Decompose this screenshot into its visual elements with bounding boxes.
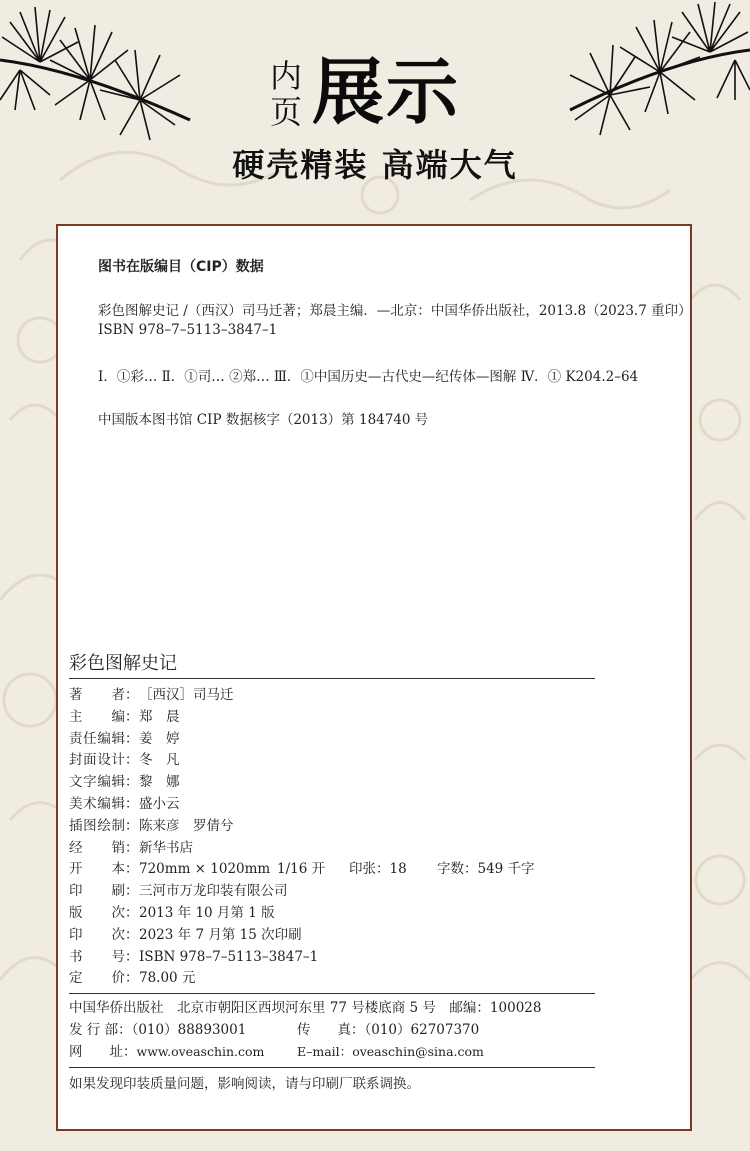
fax-value: （010）62707370 bbox=[364, 1021, 480, 1038]
cip-line-3: Ⅰ．①彩… Ⅱ．①司… ②郑… Ⅲ．①中国历史—古代史—纪传体—图解 Ⅳ．① K204.2–64 bbox=[98, 369, 639, 385]
info-label: 开 本 bbox=[69, 861, 125, 878]
publisher-web-row bbox=[69, 1041, 629, 1063]
subtitle: 硬壳精装 高端大气 bbox=[232, 146, 518, 184]
info-extra: 字数：549 千字 bbox=[437, 861, 535, 878]
info-row bbox=[69, 881, 629, 903]
info-extra: 1/16 开 bbox=[277, 861, 326, 878]
info-row bbox=[69, 859, 629, 881]
info-label: 主 编 bbox=[69, 708, 125, 725]
info-value: 新华书店 bbox=[139, 839, 193, 856]
info-label: 著 者 bbox=[69, 687, 125, 703]
info-value: 720mm × 1020mm bbox=[139, 861, 271, 878]
small-title-char-1: 内 bbox=[269, 57, 302, 95]
info-value: 陈来彦 罗倩兮 bbox=[139, 817, 234, 834]
info-label: 经 销 bbox=[69, 839, 125, 856]
book-title: 彩色图解史记 bbox=[69, 653, 177, 674]
info-row bbox=[69, 729, 629, 751]
cip-line-2: ISBN 978–7–5113–3847–1 bbox=[98, 322, 278, 338]
phone-value: （010）88893001 bbox=[131, 1021, 247, 1038]
phone-label: 发 行 部： bbox=[69, 1021, 132, 1038]
info-value: 郑 晨 bbox=[139, 708, 180, 725]
info-label: 插图绘制 bbox=[69, 817, 125, 834]
info-label: 印 次 bbox=[69, 926, 125, 943]
quality-note: 如果发现印装质量问题，影响阅读，请与印刷厂联系调换。 bbox=[69, 1076, 420, 1092]
info-value: 2013 年 10 月第 1 版 bbox=[139, 904, 275, 921]
copyright-page-panel bbox=[56, 224, 692, 1131]
info-row bbox=[69, 685, 629, 707]
info-colon: ： bbox=[125, 904, 139, 921]
info-row bbox=[69, 838, 629, 860]
info-colon: ： bbox=[125, 752, 139, 769]
info-value: ［西汉］司马迁 bbox=[139, 687, 234, 703]
info-value: 盛小云 bbox=[139, 795, 180, 812]
info-colon: ： bbox=[125, 817, 139, 834]
info-label: 版 次 bbox=[69, 904, 125, 921]
divider-middle bbox=[69, 993, 595, 994]
small-vertical-title bbox=[266, 58, 306, 130]
info-label: 责任编辑 bbox=[69, 730, 125, 747]
info-row bbox=[69, 750, 629, 772]
info-colon: ： bbox=[125, 708, 139, 725]
info-value: ISBN 978–7–5113–3847–1 bbox=[139, 948, 319, 965]
info-value: 三河市万龙印装有限公司 bbox=[139, 883, 288, 900]
web-value[interactable]: www.oveaschin.com bbox=[136, 1044, 265, 1059]
small-title-char-2: 页 bbox=[269, 93, 302, 131]
info-row bbox=[69, 707, 629, 729]
info-value: 姜 婷 bbox=[139, 730, 180, 747]
email-value[interactable]: oveaschin@sina.com bbox=[352, 1044, 484, 1059]
cip-line-4: 中国版本图书馆 CIP 数据核字（2013）第 184740 号 bbox=[98, 412, 429, 428]
info-row bbox=[69, 947, 629, 969]
publisher-phone-row bbox=[69, 1020, 629, 1042]
email-label: E–mail： bbox=[297, 1044, 353, 1059]
info-value: 冬 凡 bbox=[139, 752, 180, 769]
info-extra: 印张：18 bbox=[349, 861, 407, 878]
info-colon: ： bbox=[125, 839, 139, 856]
cip-line-1: 彩色图解史记 /（西汉）司马迁著；郑晨主编．—北京：中国华侨出版社，2013.8（2023.7 重印） bbox=[98, 303, 692, 319]
info-label: 书 号 bbox=[69, 948, 125, 965]
publisher-address: 中国华侨出版社 北京市朝阳区西坝河东里 77 号楼底商 5 号 邮编：100028 bbox=[69, 1000, 542, 1016]
info-colon: ： bbox=[125, 861, 139, 878]
info-label: 封面设计 bbox=[69, 752, 125, 769]
info-row bbox=[69, 794, 629, 816]
info-label: 印 刷 bbox=[69, 883, 125, 900]
divider-top bbox=[69, 678, 595, 679]
web-label: 网 址： bbox=[69, 1044, 137, 1060]
info-colon: ： bbox=[125, 926, 139, 943]
divider-bottom bbox=[69, 1067, 595, 1068]
header bbox=[0, 0, 750, 220]
info-row bbox=[69, 772, 629, 794]
info-label: 美术编辑 bbox=[69, 795, 125, 812]
info-label: 定 价 bbox=[69, 970, 125, 987]
info-colon: ： bbox=[125, 795, 139, 812]
info-row bbox=[69, 816, 629, 838]
info-colon: ： bbox=[125, 730, 139, 747]
info-value: 2023 年 7 月第 15 次印刷 bbox=[139, 926, 302, 943]
info-value: 78.00 元 bbox=[139, 970, 196, 987]
publisher-block bbox=[69, 998, 629, 1063]
info-colon: ： bbox=[125, 687, 139, 703]
info-colon: ： bbox=[125, 948, 139, 965]
info-row bbox=[69, 968, 629, 990]
big-title: 展示 bbox=[312, 50, 461, 134]
cip-heading: 图书在版编目（CIP）数据 bbox=[98, 259, 264, 275]
book-info-list bbox=[69, 685, 629, 990]
info-row bbox=[69, 925, 629, 947]
fax-label: 传 真： bbox=[297, 1021, 365, 1038]
info-row bbox=[69, 903, 629, 925]
info-colon: ： bbox=[125, 774, 139, 791]
info-label: 文字编辑 bbox=[69, 774, 125, 791]
info-value: 黎 娜 bbox=[139, 774, 180, 791]
info-colon: ： bbox=[125, 970, 139, 987]
info-colon: ： bbox=[125, 883, 139, 900]
